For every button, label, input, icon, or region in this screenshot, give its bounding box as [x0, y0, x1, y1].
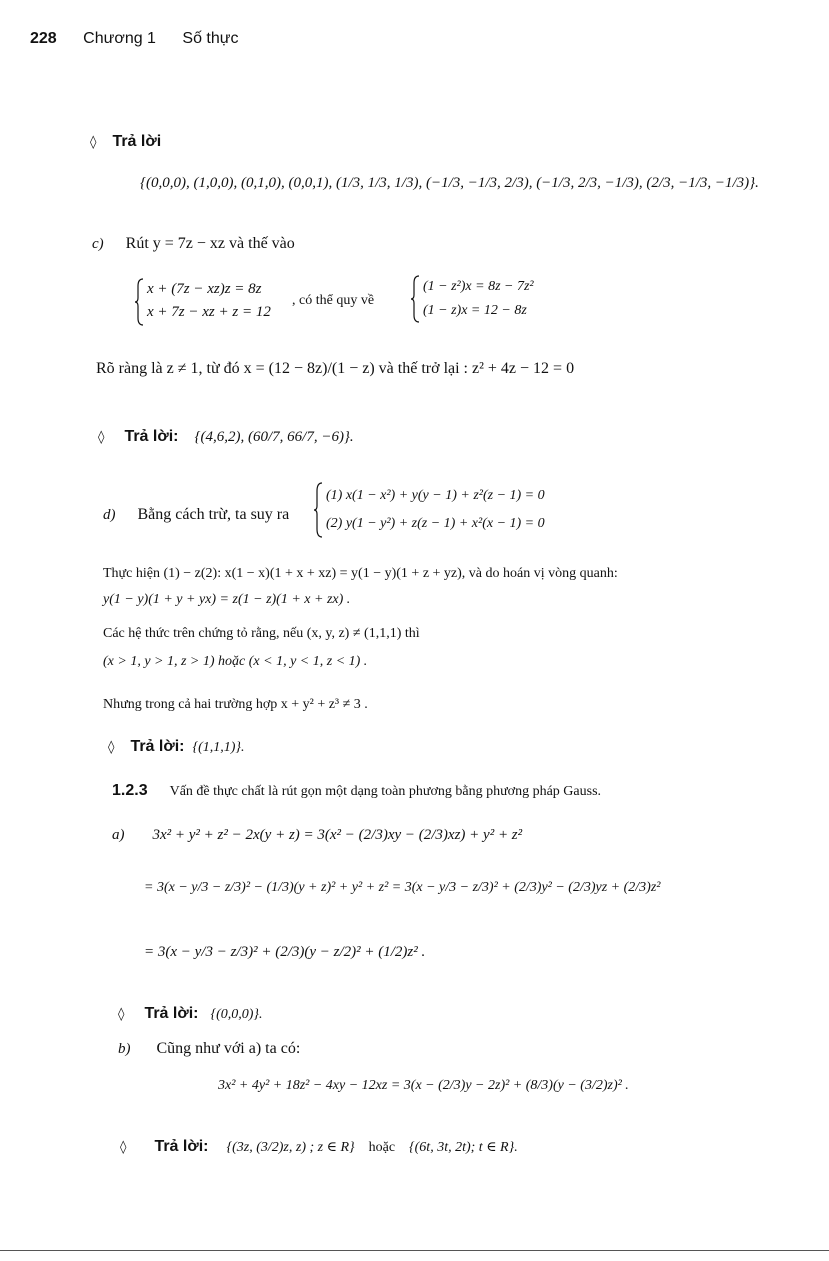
solution-set-b: {(0,0,0), (1,0,0), (0,1,0), (0,0,1), (1/3, 1/3, 1/3), (−1/3, −1/3, 2/3), (−1/3, 2/3, −1/3), (2/3, −1/3, −1/3)}. — [140, 175, 759, 191]
clear-statement: Rõ ràng là z ≠ 1, từ đó x = (12 − 8z)/(1 − z) và thế trở lại : z² + 4z − 12 = 0 — [96, 360, 575, 377]
answer-heading-a — [118, 1005, 263, 1023]
part-d-intro: Bằng cách trừ, ta suy ra — [137, 506, 290, 523]
b-equation: 3x² + 4y² + 18z² − 4xy − 12xz = 3(x − (2/3)y − 2z)² + (8/3)(y − (3/2)z)² . — [218, 1078, 629, 1093]
system-1 — [137, 278, 271, 324]
part-c-answer: {(4,6,2), (60/7, 66/7, −6)}. — [194, 429, 354, 445]
left-brace-icon — [411, 275, 421, 323]
part-b — [118, 1040, 300, 1058]
part-a-label: a) — [112, 827, 125, 843]
part-c — [92, 235, 295, 253]
chapter-title: Số thực — [182, 30, 239, 47]
equation-2: (2) y(1 − y²) + z(z − 1) + x²(x − 1) = 0 — [326, 516, 545, 531]
left-brace-icon — [314, 482, 324, 538]
diamond-icon: ◊ — [98, 430, 105, 445]
d-line-1: Thực hiện (1) − z(2): x(1 − x)(1 + x + xz) = y(1 − y)(1 + z + yz), và do hoán vị vòng quanh: — [103, 566, 618, 581]
part-d-label: d) — [103, 507, 116, 523]
part-a — [112, 826, 522, 844]
d-line-2: y(1 − y)(1 + y + yx) = z(1 − z)(1 + x + zx) . — [103, 592, 351, 607]
d-line-3: Các hệ thức trên chứng tỏ rằng, nếu (x, y, z) ≠ (1,1,1) thì — [103, 626, 420, 641]
diamond-icon: ◊ — [108, 740, 115, 755]
reduce-text: , có thể quy về — [292, 293, 375, 308]
a-equation-2: = 3(x − y/3 − z/3)² − (1/3)(y + z)² + y² + z² = 3(x − y/3 − z/3)² + (2/3)y² − (2/3)yz + (2/3)z² — [144, 880, 661, 895]
section-number: 1.2.3 — [112, 782, 148, 799]
system-2-line-1: (1 − z²)x = 8z − 7z² — [423, 279, 534, 294]
d-line-5: Nhưng trong cả hai trường hợp x + y² + z³ ≠ 3 . — [103, 697, 368, 712]
diamond-icon: ◊ — [118, 1007, 125, 1022]
part-c-label: c) — [92, 236, 104, 252]
answer-label: Trả lời — [112, 133, 162, 150]
chapter-label: Chương 1 — [83, 30, 156, 47]
system-2-line-2: (1 − z)x = 12 − 8z — [423, 303, 527, 318]
answer-label: Trả lời: — [130, 738, 185, 755]
part-d — [103, 506, 289, 524]
part-a-answer: {(0,0,0)}. — [210, 1007, 263, 1022]
left-brace-icon — [135, 278, 145, 326]
section-1-2-3 — [112, 782, 601, 800]
part-b-intro: Cũng như với a) ta có: — [156, 1040, 301, 1057]
answer-heading-b — [120, 1138, 518, 1156]
page-header — [30, 30, 238, 48]
system-1-line-1: x + (7z − xz)z = 8z — [147, 281, 262, 297]
part-c-intro: Rút y = 7z − xz và thế vào — [125, 235, 295, 252]
part-b-answer-1: {(3z, (3/2)z, z) ; z ∈ R} — [226, 1140, 355, 1155]
system-1-line-2: x + 7z − xz + z = 12 — [147, 304, 271, 320]
page-number: 228 — [30, 30, 57, 47]
diamond-icon: ◊ — [120, 1140, 127, 1155]
part-b-answer-2: {(6t, 3t, 2t); t ∈ R}. — [409, 1140, 518, 1155]
part-d-answer: {(1,1,1)}. — [192, 740, 245, 755]
answer-label: Trả lời: — [144, 1005, 199, 1022]
answer-label: Trả lời: — [124, 428, 179, 445]
answer-heading-1 — [90, 133, 161, 151]
or-text: hoặc — [368, 1140, 396, 1155]
answer-heading-d — [108, 738, 245, 756]
system-d — [316, 482, 545, 538]
a-equation-1: 3x² + y² + z² − 2x(y + z) = 3(x² − (2/3)xy − (2/3)xz) + y² + z² — [152, 827, 523, 843]
part-b-label: b) — [118, 1041, 131, 1057]
equation-1: (1) x(1 − x²) + y(y − 1) + z²(z − 1) = 0 — [326, 488, 545, 503]
answer-heading-c — [98, 428, 354, 446]
section-text: Vấn đề thực chất là rút gọn một dạng toàn phương bằng phương pháp Gauss. — [169, 784, 602, 799]
d-line-4: (x > 1, y > 1, z > 1) hoặc (x < 1, y < 1, z < 1) . — [103, 654, 368, 669]
page-bottom-rule — [0, 1250, 829, 1251]
answer-label: Trả lời: — [154, 1138, 209, 1155]
a-equation-3: = 3(x − y/3 − z/3)² + (2/3)(y − z/2)² + (1/2)z² . — [144, 944, 426, 960]
system-2 — [413, 275, 534, 323]
diamond-icon: ◊ — [90, 135, 97, 150]
